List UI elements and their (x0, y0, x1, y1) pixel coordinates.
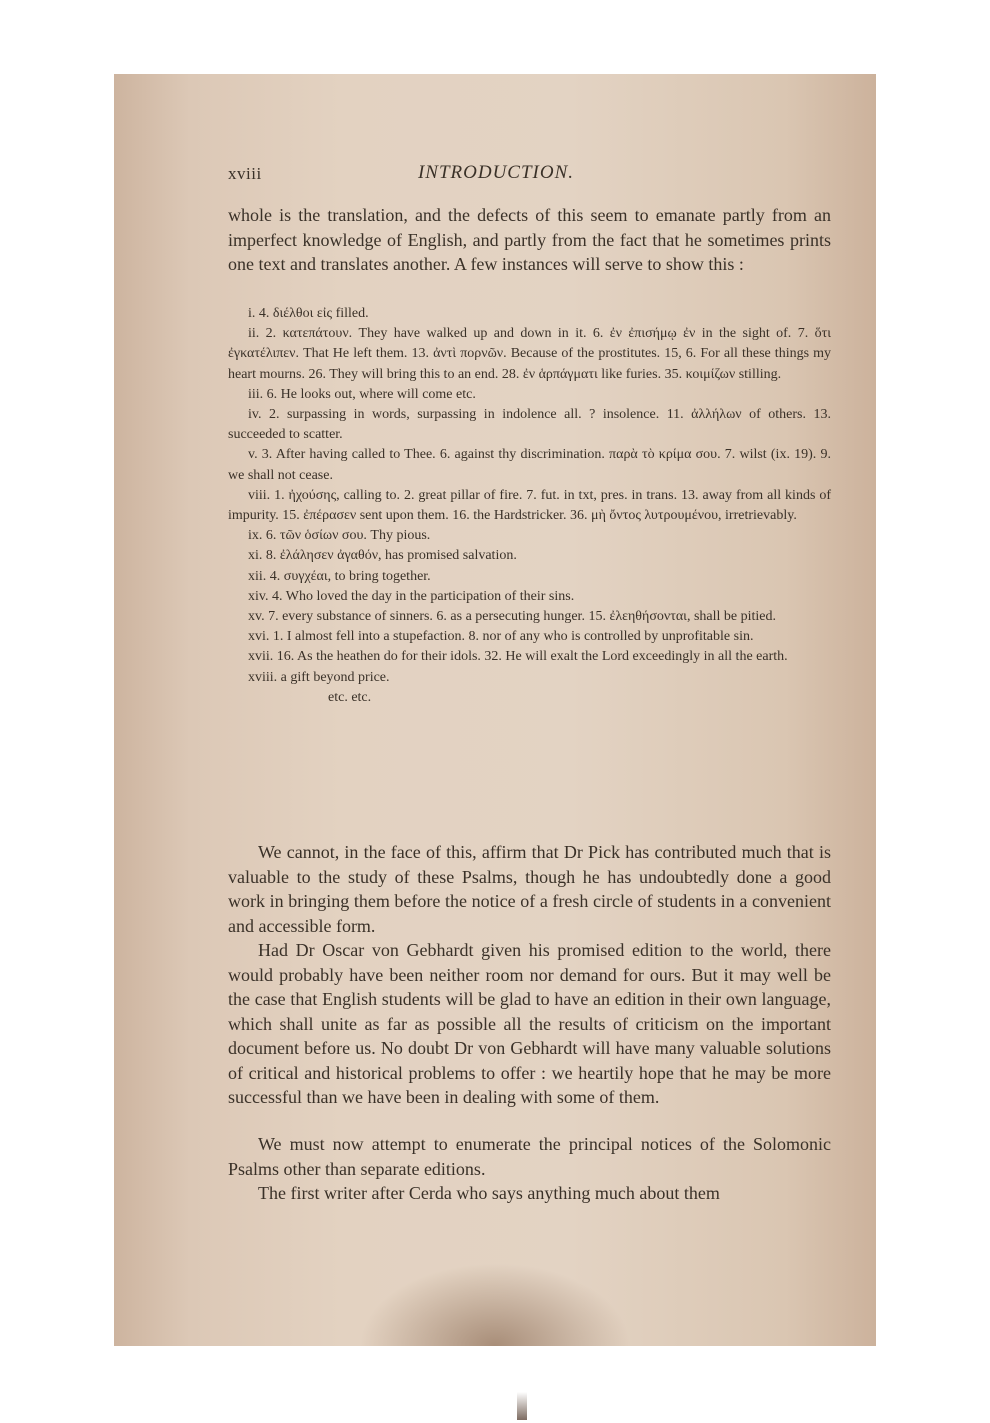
running-head: INTRODUCTION. (417, 162, 575, 183)
paragraph (228, 840, 831, 938)
list-item: iv. 2. surpassing in words, surpassing in indolence all. ? insolence. 11. ἀλλήλων of others. 13. succeeded to scatter. (228, 407, 831, 443)
paragraph-text: We must now attempt to enumerate the principal notices of the Solomonic Psalms other than separate editions. (228, 1134, 831, 1179)
list-item: xii. 4. συγχέαι, to bring together. (248, 568, 431, 584)
scanned-page (114, 74, 876, 1346)
paragraph (228, 938, 831, 1110)
list-etc: etc. etc. (328, 689, 372, 705)
list-item: xiv. 4. Who loved the day in the participation of their sins. (248, 588, 575, 604)
list-item: xviii. a gift beyond price. (248, 669, 390, 685)
list-item: ix. 6. τῶν ὁσίων σου. Thy pious. (248, 528, 431, 544)
paragraph-text: The first writer after Cerda who says anything much about them (258, 1183, 720, 1203)
paragraph-text: Had Dr Oscar von Gebhardt given his promised edition to the world, there would probably have been neither room nor demand for ours. But it may well be the case that English students will be glad to have an edition in their own language, which shall unite as far as possible all the results of criticism on the important document before us. No doubt Dr von Gebhardt will have many valuable solutions of critical and historical problems to offer : we heartily hope that he may be more successful than we have been in dealing with some of them. (228, 940, 831, 1107)
list-item: xi. 8. ἐλάλησεν ἀγαθόν, has promised salvation. (248, 548, 517, 564)
binding-shadow (517, 1392, 527, 1420)
paragraph (228, 1132, 831, 1181)
list-item: i. 4. διέλθοι εἰς filled. (248, 306, 369, 321)
list-item: v. 3. After having called to Thee. 6. against thy discrimination. παρὰ τὸ κρίμα σου. 7. wilst (ix. 19). 9. we shall not cease. (228, 447, 831, 483)
page-content (114, 74, 876, 1346)
list-item: xv. 7. every substance of sinners. 6. as a persecuting hunger. 15. ἐλεηθήσονται, shall be pitied. (248, 609, 776, 625)
instances-list (228, 304, 831, 708)
list-item: viii. 1. ἠχούσης, calling to. 2. great pillar of fire. 7. fut. in txt, pres. in trans. 13. away from all kinds of impurity. 15. ἐπέρασεν sent upon them. 16. the Hardstricker. 36. μὴ ὄντος λυτρουμένου, irretrievably. (228, 487, 831, 524)
list-item: xvi. 1. I almost fell into a stupefaction. 8. nor of any who is controlled by unprofitable sin. (248, 629, 754, 645)
paragraph: whole is the translation, and the defects of this seem to emanate partly from an imperfect knowledge of English, and partly from the fact that he sometimes prints one text and translates another. A few instances will serve to show this : (228, 205, 831, 274)
paragraph-text: We cannot, in the face of this, affirm that Dr Pick has contributed much that is valuable to the study of these Psalms, though he has undoubtedly done a good work in bringing them before the notice of a fresh circle of students in a convenient and accessible form. (228, 842, 831, 936)
list-item: xvii. 16. As the heathen do for their idols. 32. He will exalt the Lord exceedingly in all the earth. (248, 649, 788, 665)
page-number: xviii (228, 164, 262, 183)
list-item: ii. 2. κατεπάτουν. They have walked up and down in it. 6. ἐν ἐπισήμῳ ἐν in the sight of. 7. ὅτι ἐγκατέλιπεν. That He left them. 13. ἀντὶ πορνῶν. Because of the prostitutes. 15, 6. For all these things my heart mourns. 26. They will bring this to an end. 28. ἐν ἁρπάγματι like furies. 35. κοιμίζων stilling. (228, 326, 831, 382)
paragraph (228, 1181, 831, 1206)
list-item: iii. 6. He looks out, where will come etc. (248, 386, 476, 402)
